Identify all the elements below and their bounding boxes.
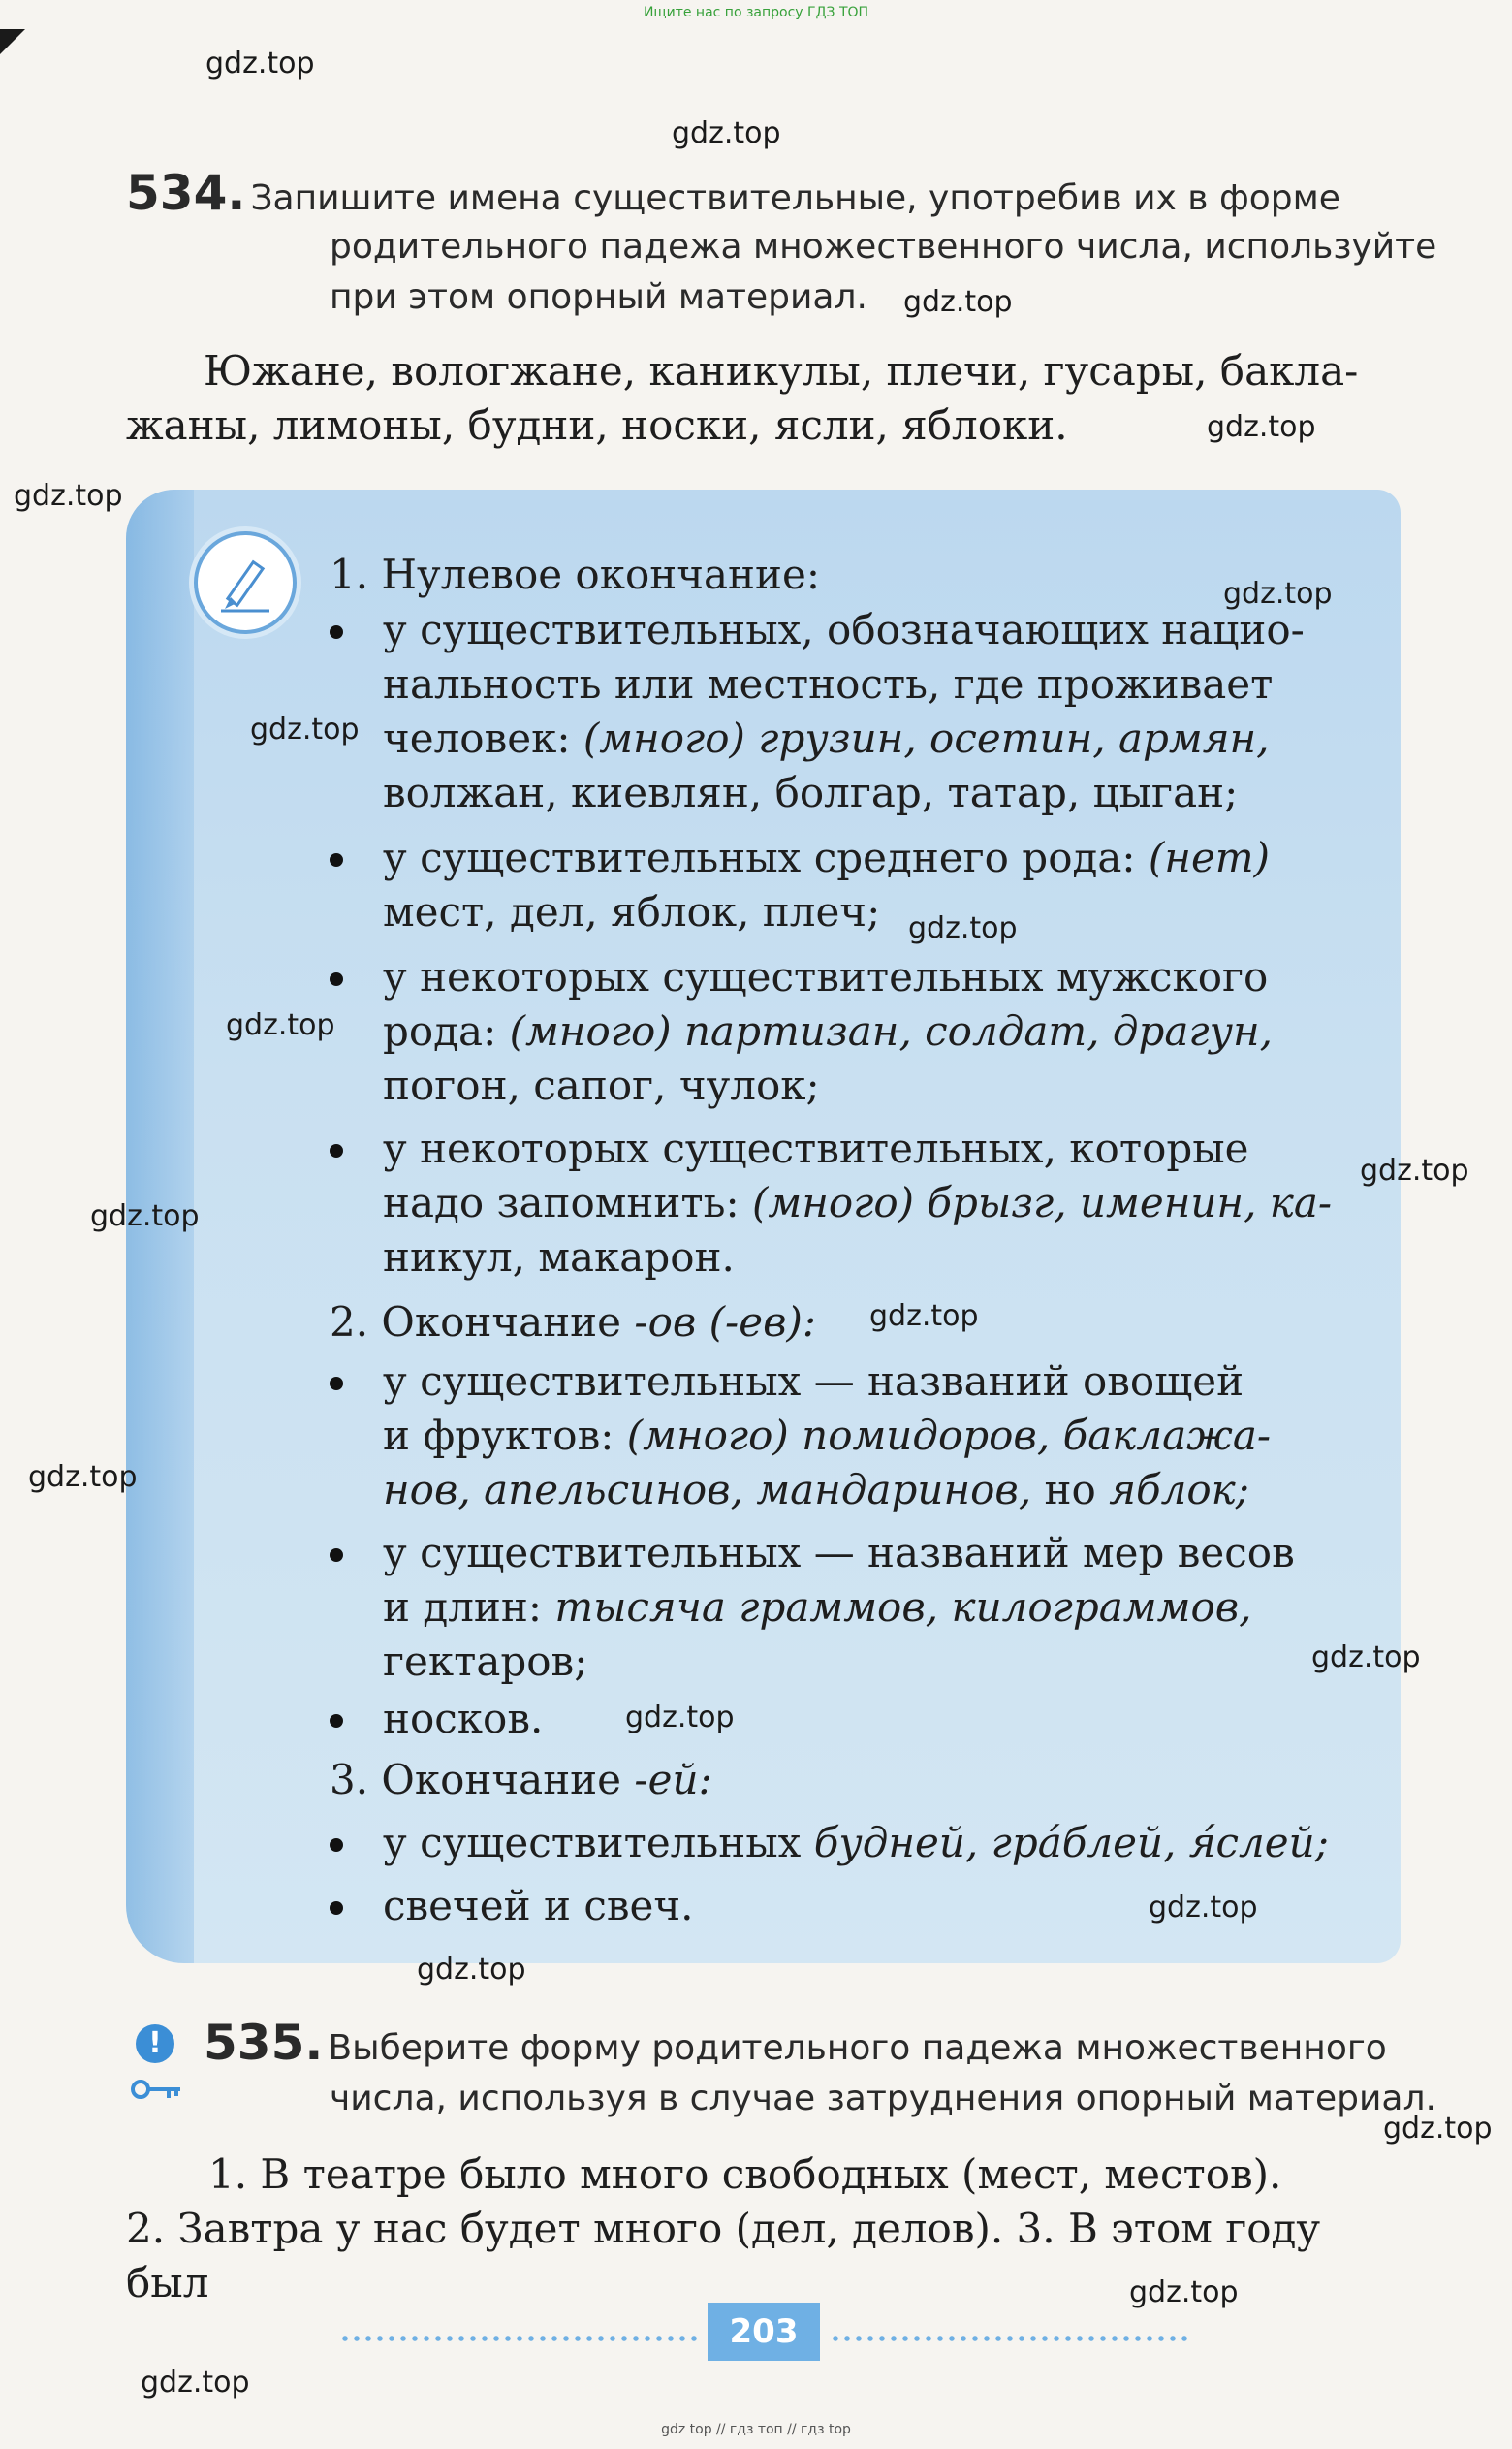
watermark: gdz.top (28, 1460, 138, 1494)
watermark: gdz.top (869, 1299, 979, 1333)
bottom-banner: gdz top // гдз топ // гдз top (661, 2422, 851, 2437)
footer-dots (339, 2336, 698, 2341)
rule-line: рода: (много) партизан, солдат, драгун, (383, 1007, 1274, 1055)
top-banner: Ищите нас по запросу ГДЗ ТОП (643, 5, 869, 20)
instruction-line: числа, используя в случае затруднения опорный материал. (330, 2079, 1436, 2118)
watermark: gdz.top (672, 116, 781, 150)
watermark: gdz.top (908, 911, 1018, 945)
watermark: gdz.top (903, 285, 1013, 319)
rule-line: у существительных будней, грáблей, я́слей; (383, 1819, 1329, 1866)
page-footer (339, 2303, 1192, 2361)
bullet-icon (330, 1377, 343, 1390)
watermark: gdz.top (1311, 1640, 1421, 1674)
instruction-line: Выберите форму родительного падежа множественного (328, 2028, 1387, 2068)
watermark: gdz.top (1149, 1891, 1258, 1924)
rule-line: у существительных — названий овощей (383, 1357, 1244, 1405)
rule-example: нов, апельсинов, мандаринов, но яблок; (383, 1466, 1249, 1513)
watermark: gdz.top (1383, 2112, 1493, 2146)
watermark: gdz.top (90, 1199, 200, 1233)
exercise-line: 1. В театре было много свободных (мест, местов). (208, 2150, 1282, 2198)
bullet-icon (330, 625, 343, 639)
instruction-line: при этом опорный материал. (330, 277, 867, 317)
watermark: gdz.top (1129, 2275, 1239, 2309)
rule-example: свечей и свеч. (383, 1882, 694, 1929)
bullet-icon (330, 1838, 343, 1852)
instruction-line: родительного падежа множественного числа, используйте (330, 227, 1437, 267)
watermark: gdz.top (226, 1008, 335, 1042)
rule-line: у некоторых существительных мужского (383, 953, 1269, 1001)
watermark: gdz.top (141, 2366, 250, 2400)
watermark: gdz.top (625, 1701, 735, 1734)
exercise-534 (126, 165, 1415, 223)
bullet-icon (330, 1548, 343, 1562)
rule-heading: 2. Окончание -ов (-ев): (330, 1298, 817, 1346)
bullet-icon (330, 1144, 343, 1158)
rule-heading: 1. Нулевое окончание: (330, 551, 821, 598)
exercise-535 (126, 2015, 1415, 2073)
rule-example: гектаров; (383, 1638, 588, 1685)
rule-line: нальность или местность, где проживает (383, 660, 1274, 708)
watermark: gdz.top (1207, 410, 1316, 444)
rule-heading: 3. Окончание -ей: (330, 1756, 712, 1803)
word-line: жаны, лимоны, будни, носки, ясли, яблоки. (126, 401, 1068, 449)
rule-example: носков. (383, 1695, 544, 1742)
rule-example: погон, сапог, чулок; (383, 1062, 820, 1109)
bullet-icon (330, 972, 343, 986)
exercise-line: 2. Завтра у нас будет много (дел, делов). 3. В этом году был (126, 2205, 1321, 2306)
exercise-number: 535. (204, 2015, 324, 2071)
watermark: gdz.top (1360, 1154, 1469, 1188)
rule-line: у существительных среднего рода: (нет) (383, 834, 1271, 881)
rule-example: никул, макарон. (383, 1233, 735, 1281)
page-number: 203 (708, 2303, 820, 2361)
watermark: gdz.top (417, 1953, 526, 1987)
rule-line: у существительных — названий мер весов (383, 1529, 1295, 1576)
exclamation-badge: ! (136, 2024, 174, 2063)
watermark: gdz.top (250, 713, 360, 747)
word-line: Южане, вологжане, каникулы, плечи, гусары, бакла- (204, 347, 1359, 395)
rule-line: и длин: тысяча граммов, килограммов, (383, 1583, 1252, 1631)
bullet-icon (330, 1714, 343, 1728)
rule-line: и фруктов: (много) помидоров, баклажа- (383, 1412, 1272, 1459)
rule-line: у существительных, обозначающих нацио- (383, 606, 1305, 653)
watermark: gdz.top (14, 479, 123, 513)
watermark: gdz.top (1223, 577, 1333, 611)
rule-example: мест, дел, яблок, плеч; (383, 888, 881, 936)
bullet-icon (330, 1901, 343, 1915)
rule-line: у некоторых существительных, которые (383, 1125, 1249, 1172)
exercise-number: 534. (126, 165, 246, 221)
instruction-line: Запишите имена существительные, употребив их в форме (250, 178, 1340, 218)
key-icon (130, 2075, 184, 2104)
bullet-icon (330, 853, 343, 867)
footer-dots (830, 2336, 1188, 2341)
pencil-icon (194, 531, 297, 634)
rule-line: надо запомнить: (много) брызг, именин, ка- (383, 1179, 1333, 1226)
corner-mark (0, 29, 25, 54)
rule-example: волжан, киевлян, болгар, татар, цыган; (383, 769, 1239, 816)
watermark: gdz.top (205, 47, 315, 80)
rule-line: человек: (много) грузин, осетин, армян, (383, 715, 1270, 762)
